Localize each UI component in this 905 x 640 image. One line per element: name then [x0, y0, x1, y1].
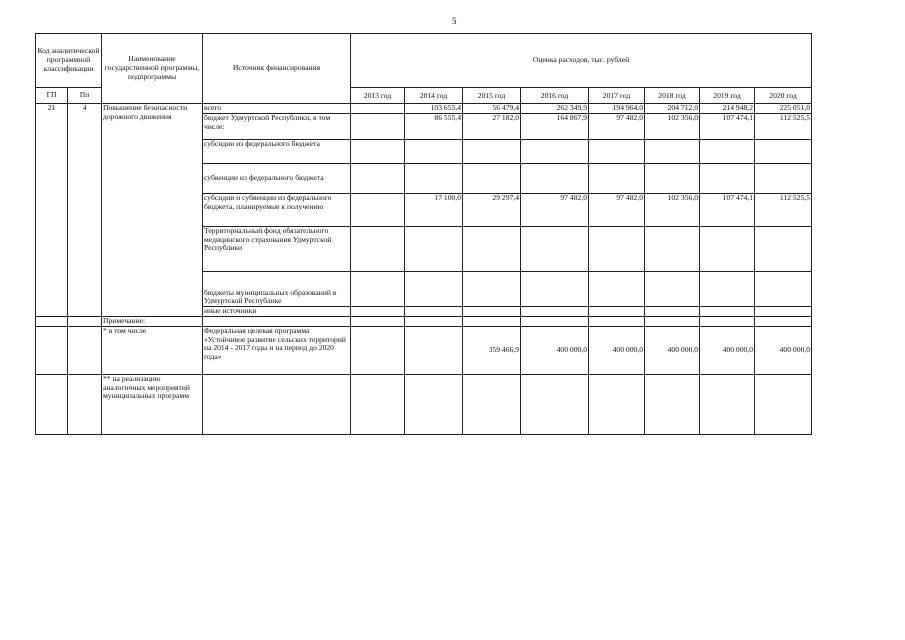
table-row — [36, 375, 812, 435]
value-cell — [645, 140, 700, 164]
value-cell — [405, 327, 463, 375]
value-cell — [405, 307, 463, 317]
value-cell — [351, 272, 405, 307]
value-cell — [521, 227, 589, 272]
note-item2-label: ** на реализацию аналогичных мероприятий муниципальных программ — [102, 375, 203, 435]
value-cell — [351, 114, 405, 140]
value-cell: 112 525,5 — [755, 114, 812, 140]
value-cell — [645, 227, 700, 272]
value-cell: 97 482,0 — [589, 114, 645, 140]
value-cell — [463, 227, 521, 272]
source-header: Источник финансирования — [203, 34, 351, 104]
value-cell: 86 555,4 — [405, 114, 463, 140]
note-item1-source: Федеральная целевая программа «Устойчивое развитие сельских территорий на 2014 - 2017 годы и на период до 2020 года» — [203, 327, 351, 375]
year-header: 2019 год — [700, 88, 755, 104]
value-cell — [755, 140, 812, 164]
source-cell: субсидии и субвенции из федерального бюджета, планируемые к получению — [203, 194, 351, 227]
value-cell — [405, 272, 463, 307]
value-cell — [405, 140, 463, 164]
value-cell: 56 479,4 — [463, 104, 521, 114]
value-cell — [589, 227, 645, 272]
value-cell: 97 482,0 — [521, 194, 589, 227]
program-name: Повышение безопасности дорожного движения — [102, 104, 203, 317]
value-cell: 400 000,0 — [645, 327, 700, 375]
source-cell: субсидии из федерального бюджета — [203, 140, 351, 164]
value-cell: 204 712,0 — [645, 104, 700, 114]
estimate-header: Оценка расходов, тыс. рублей — [351, 34, 812, 88]
value-cell: 164 867,9 — [521, 114, 589, 140]
value-cell: 359 466,9 — [463, 327, 521, 375]
value-cell — [351, 307, 405, 317]
source-cell: субвенции из федерального бюджета — [203, 164, 351, 194]
value-cell: 29 297,4 — [463, 194, 521, 227]
value-cell: 27 182,0 — [463, 114, 521, 140]
value-cell — [463, 164, 521, 194]
source-cell: бюджет Удмуртской Республики, в том числе: — [203, 114, 351, 140]
value-cell: 194 964,0 — [589, 104, 645, 114]
value-cell: 107 474,1 — [700, 194, 755, 227]
value-cell: 400 000,0 — [521, 327, 589, 375]
year-header: 2016 год — [521, 88, 589, 104]
value-cell — [521, 307, 589, 317]
value-cell — [589, 272, 645, 307]
value-cell — [755, 272, 812, 307]
source-cell: бюджеты муниципальных образований в Удмуртской Республике — [203, 272, 351, 307]
value-cell: 400 000,0 — [589, 327, 645, 375]
source-cell: всего — [203, 104, 351, 114]
value-cell: 400 000,0 — [700, 327, 755, 375]
value-cell: 102 356,0 — [645, 194, 700, 227]
value-cell — [589, 307, 645, 317]
value-cell — [700, 307, 755, 317]
value-cell: 97 482,0 — [589, 194, 645, 227]
value-cell — [521, 140, 589, 164]
source-cell: Территориальный фонд обязательного медицинского страхования Удмуртской Республики — [203, 227, 351, 272]
value-cell — [351, 194, 405, 227]
value-cell — [700, 272, 755, 307]
value-cell — [645, 272, 700, 307]
value-cell: 102 356,0 — [645, 114, 700, 140]
value-cell — [755, 307, 812, 317]
gp-code: 21 — [36, 104, 68, 317]
year-header: 2015 год — [463, 88, 521, 104]
year-header: 2020 год — [755, 88, 812, 104]
value-cell: 112 525,5 — [755, 194, 812, 227]
value-cell: 214 948,2 — [700, 104, 755, 114]
pp-header: Пп — [68, 88, 102, 104]
value-cell — [700, 164, 755, 194]
value-cell — [521, 272, 589, 307]
year-header: 2014 год — [405, 88, 463, 104]
value-cell — [645, 307, 700, 317]
value-cell — [351, 164, 405, 194]
year-header: 2018 год — [645, 88, 700, 104]
gp-header: ГП — [36, 88, 68, 104]
value-cell — [351, 140, 405, 164]
year-header: 2017 год — [589, 88, 645, 104]
value-cell: 17 100,0 — [405, 194, 463, 227]
value-cell — [463, 272, 521, 307]
value-cell — [463, 307, 521, 317]
value-cell — [463, 140, 521, 164]
value-cell — [755, 164, 812, 194]
name-header: Наименование государственной программы, подпрограммы — [102, 34, 203, 104]
value-cell — [405, 227, 463, 272]
code-header: Код аналитической программной классификации — [36, 34, 102, 88]
financing-table — [35, 33, 812, 435]
value-cell: 107 474,1 — [700, 114, 755, 140]
value-cell — [700, 140, 755, 164]
table-row — [36, 327, 812, 375]
note-item1-label: * в том числе — [102, 327, 203, 375]
value-cell — [755, 227, 812, 272]
value-cell — [589, 140, 645, 164]
year-header: 2013 год — [351, 88, 405, 104]
table-row — [36, 104, 812, 114]
value-cell — [700, 227, 755, 272]
pp-code: 4 — [68, 104, 102, 317]
value-cell — [521, 164, 589, 194]
note-label: Примечание: — [102, 317, 203, 327]
value-cell — [405, 164, 463, 194]
value-cell: 262 349,9 — [521, 104, 589, 114]
value-cell — [351, 327, 405, 375]
page-number: 5 — [452, 16, 457, 26]
value-cell: 400 000,0 — [755, 327, 812, 375]
table-row — [36, 317, 812, 327]
value-cell — [589, 164, 645, 194]
source-cell: иные источники — [203, 307, 351, 317]
value-cell: 225 051,0 — [755, 104, 812, 114]
value-cell: 103 655,4 — [405, 104, 463, 114]
value-cell — [351, 227, 405, 272]
value-cell — [351, 104, 405, 114]
value-cell — [645, 164, 700, 194]
